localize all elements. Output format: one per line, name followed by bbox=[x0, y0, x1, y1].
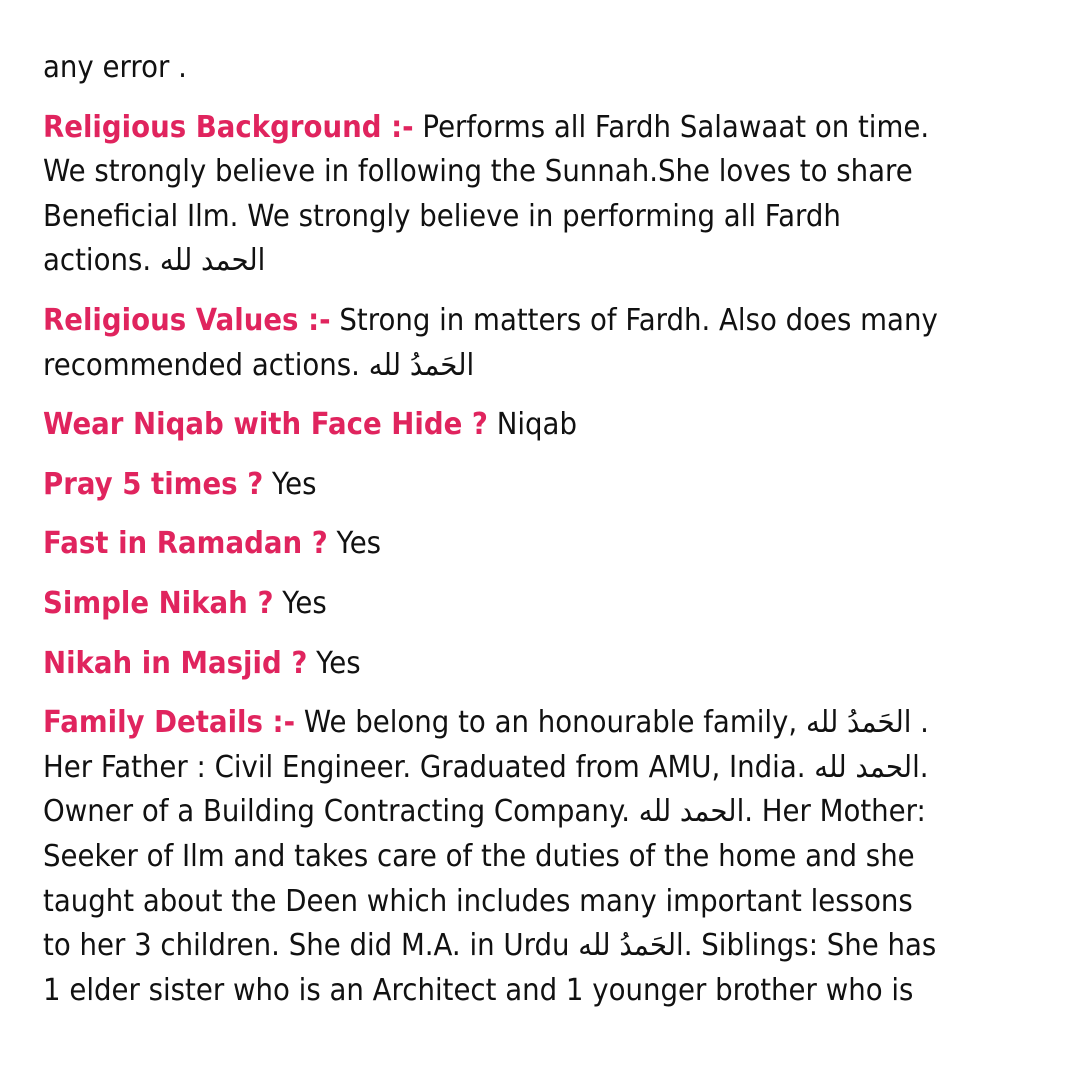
religious-background-text: Performs all Fardh Salawaat on time. bbox=[413, 109, 930, 145]
intro-paragraph bbox=[43, 46, 1043, 91]
religious-values-paragraph bbox=[43, 299, 1043, 388]
family-details-text: We belong to an honourable family, الحَمدُ لله . bbox=[295, 705, 929, 741]
niqab-value: Niqab bbox=[487, 407, 578, 443]
family-details-line bbox=[43, 701, 1043, 746]
simple-nikah-paragraph bbox=[43, 582, 1043, 627]
religious-background-text: We strongly believe in following the Sunnah.She loves to share bbox=[43, 154, 913, 190]
family-details-text: taught about the Deen which includes many important lessons bbox=[43, 883, 913, 919]
family-details-text: 1 elder sister who is an Architect and 1 younger brother who is bbox=[43, 972, 914, 1008]
niqab-paragraph bbox=[43, 403, 1043, 448]
simple-nikah-line bbox=[43, 582, 1043, 627]
religious-background-paragraph bbox=[43, 106, 1043, 284]
religious-background-text: Beneficial Ilm. We strongly believe in performing all Fardh bbox=[43, 198, 841, 234]
nikah-masjid-value: Yes bbox=[307, 645, 361, 681]
family-details-text: Seeker of Ilm and takes care of the duties of the home and she bbox=[43, 838, 915, 874]
intro-text: any error . bbox=[43, 50, 187, 85]
niqab-label: Wear Niqab with Face Hide ? bbox=[43, 407, 488, 443]
religious-values-label: Religious Values :- bbox=[43, 302, 331, 338]
religious-background-text: actions. الحمد لله bbox=[43, 243, 266, 279]
family-details-label: Family Details :- bbox=[43, 705, 296, 741]
fast-value: Yes bbox=[327, 526, 382, 562]
fast-label: Fast in Ramadan ? bbox=[43, 526, 328, 562]
family-details-text: to her 3 children. She did M.A. in Urdu الحَمدُ لله. Siblings: She has bbox=[43, 928, 937, 964]
simple-nikah-label: Simple Nikah ? bbox=[43, 585, 274, 621]
fast-paragraph bbox=[43, 522, 1043, 567]
religious-values-text: recommended actions. الحَمدُ لله bbox=[43, 347, 475, 383]
religious-background-label: Religious Background :- bbox=[43, 109, 414, 145]
fast-line bbox=[43, 522, 1043, 567]
profile-text bbox=[43, 46, 1043, 1028]
family-details-text: Her Father : Civil Engineer. Graduated from AMU, India. الحمد لله. bbox=[43, 749, 929, 785]
pray-line bbox=[43, 463, 1043, 508]
family-details-text: Owner of a Building Contracting Company. الحمد لله. Her Mother: bbox=[43, 794, 926, 830]
niqab-line bbox=[43, 403, 1043, 448]
nikah-masjid-label: Nikah in Masjid ? bbox=[43, 645, 308, 681]
religious-values-line bbox=[43, 299, 1043, 344]
pray-label: Pray 5 times ? bbox=[43, 466, 264, 502]
pray-value: Yes bbox=[263, 466, 317, 502]
nikah-masjid-line bbox=[43, 642, 1043, 687]
family-details-paragraph bbox=[43, 701, 1043, 1013]
nikah-masjid-paragraph bbox=[43, 642, 1043, 687]
pray-paragraph bbox=[43, 463, 1043, 508]
simple-nikah-value: Yes bbox=[273, 585, 327, 621]
religious-values-text: Strong in matters of Fardh. Also does many bbox=[330, 302, 938, 338]
religious-background-line bbox=[43, 106, 1043, 151]
